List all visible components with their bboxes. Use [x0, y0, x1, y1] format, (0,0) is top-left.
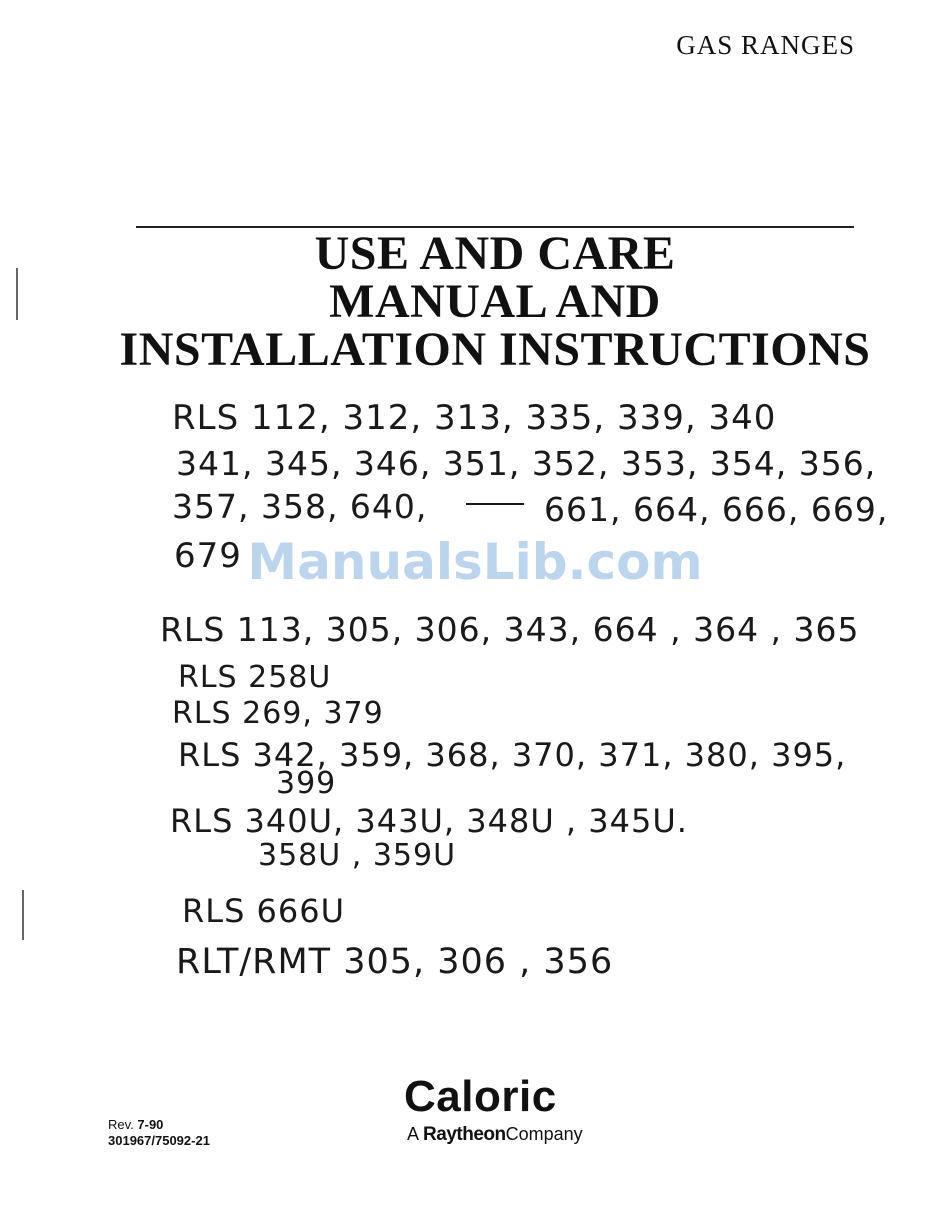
document-category: GAS RANGES: [676, 30, 855, 60]
tagline-suffix: Company: [505, 1124, 583, 1144]
model-line-8: RLS 342, 359, 368, 370, 371, 380, 395,: [178, 736, 847, 774]
model-line-10: RLS 340U, 343U, 348U , 345U.: [170, 802, 688, 840]
model-line-7: RLS 269, 379: [172, 696, 384, 731]
part-number: 301967/75092-21: [108, 1133, 210, 1148]
title-line-1: USE AND CARE: [314, 227, 676, 280]
revision-value: 7-90: [137, 1117, 164, 1132]
title-line-3: INSTALLATION INSTRUCTIONS: [119, 323, 871, 376]
model-line-5: RLS 113, 305, 306, 343, 664 , 364 , 365: [160, 610, 860, 649]
margin-mark-bottom: [22, 890, 24, 940]
revision-block: [108, 1117, 210, 1149]
tagline-company: Raytheon: [423, 1124, 506, 1145]
tagline-a: A: [407, 1124, 419, 1144]
brand-tagline: [407, 1124, 583, 1146]
watermark: ManualsLib.com: [247, 533, 703, 591]
model-line-11: 358U , 359U: [258, 838, 457, 873]
model-line-12: RLS 666U: [182, 892, 346, 930]
title-line-2: MANUAL AND: [329, 275, 661, 328]
brand-logo: Caloric: [404, 1072, 557, 1121]
model-line-3: 357, 358, 640,: [172, 487, 428, 526]
revision-line: [108, 1117, 210, 1133]
model-line-9: 399: [276, 766, 337, 801]
revision-label: Rev.: [108, 1117, 134, 1132]
crossed-out-mark: [466, 487, 524, 520]
document-title: [100, 226, 890, 374]
margin-mark-top: [16, 268, 18, 320]
model-line-13: RLT/RMT 305, 306 , 356: [176, 942, 614, 982]
model-line-1: RLS 112, 312, 313, 335, 339, 340: [172, 398, 777, 438]
model-line-4: 679: [174, 536, 242, 576]
model-line-3b: 661, 664, 666, 669,: [544, 490, 889, 529]
model-line-2: 341, 345, 346, 351, 352, 353, 354, 356,: [176, 444, 877, 483]
model-line-6: RLS 258U: [178, 660, 332, 695]
